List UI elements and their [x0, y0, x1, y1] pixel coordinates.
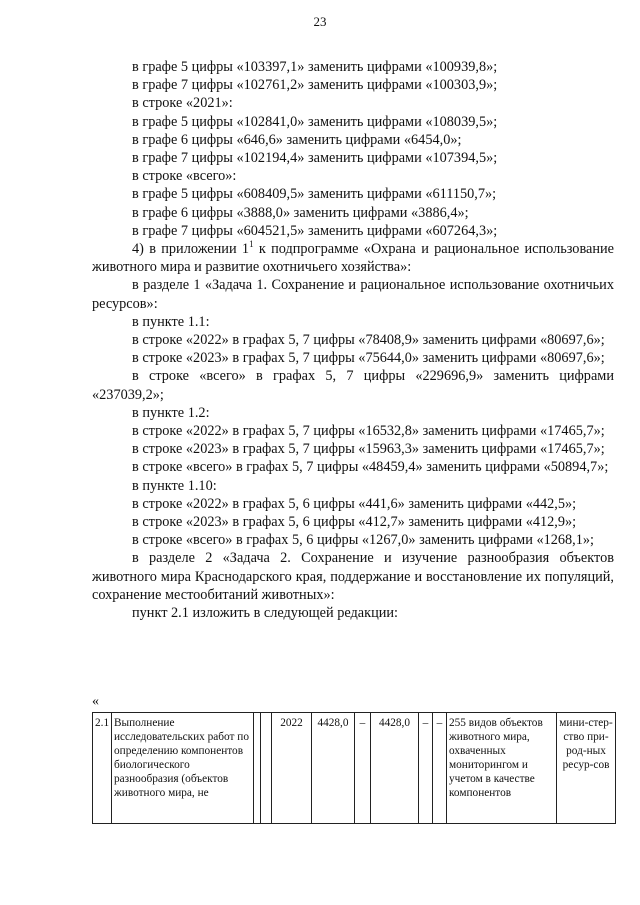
amendment-line: в графе 7 цифры «604521,5» заменить цифрами «607264,3»;: [132, 222, 498, 239]
cell-local: –: [419, 713, 433, 824]
cell-total: 4428,0: [312, 713, 355, 824]
point-1-1-row-total: в строке «всего» в графах 5, 7 цифры «229696,9» заменить цифрами «237039,2»;: [92, 368, 614, 403]
amendment-line: в графе 6 цифры «3888,0» заменить цифрами «3886,4»;: [132, 204, 469, 221]
point-1-1-heading: в пункте 1.1:: [132, 313, 210, 330]
section-1-paragraph: в разделе 1 «Задача 1. Сохранение и рациональное использование охотничьих ресурсов»:: [92, 277, 614, 312]
cell-year: 2022: [272, 713, 312, 824]
cell-spacer: [254, 713, 261, 824]
point-1-2-heading: в пункте 1.2:: [132, 404, 210, 421]
point-1-2-row-total: в строке «всего» в графах 5, 7 цифры «48459,4» заменить цифрами «50894,7»;: [132, 459, 609, 476]
document-body: [92, 58, 614, 622]
cell-regional: 4428,0: [371, 713, 419, 824]
page-number: 23: [313, 14, 327, 29]
amendment-line: в графе 5 цифры «102841,0» заменить цифрами «108039,5»;: [132, 113, 498, 130]
point-1-2-row-2022: в строке «2022» в графах 5, 7 цифры «16532,8» заменить цифрами «17465,7»;: [132, 423, 605, 440]
point-1-10-row-total: в строке «всего» в графах 5, 6 цифры «1267,0» заменить цифрами «1268,1»;: [132, 532, 595, 549]
cell-number: 2.1: [93, 713, 112, 824]
section-2-paragraph: в разделе 2 «Задача 2. Сохранение и изучение разнообразия объектов животного мира Краснодарского края, поддержание и восстановление их популяций, сохранение местообитаний животных»:: [92, 550, 614, 603]
point-1-10-row-2023: в строке «2023» в графах 5, 6 цифры «412,7» заменить цифрами «412,9»;: [132, 514, 577, 531]
point-1-1-row-2023: в строке «2023» в графах 5, 7 цифры «75644,0» заменить цифрами «80697,6»;: [132, 350, 605, 367]
amendment-line: в графе 7 цифры «102761,2» заменить цифрами «100303,9»;: [132, 77, 498, 94]
measures-table: [92, 712, 616, 824]
cell-source: [261, 713, 272, 824]
amendment-line: в графе 6 цифры «646,6» заменить цифрами «6454,0»;: [132, 131, 462, 148]
item-4-start: 4) в приложении 1: [132, 241, 250, 258]
amendment-line: в строке «2021»:: [132, 95, 233, 112]
opening-quote: «: [92, 694, 99, 709]
point-2-1-intro: пункт 2.1 изложить в следующей редакции:: [132, 605, 399, 622]
cell-executor: мини-стер-ство при-род-ных ресур-сов: [557, 713, 616, 824]
amendment-line: в графе 5 цифры «103397,1» заменить цифрами «100939,8»;: [132, 59, 498, 75]
amendment-line: в графе 7 цифры «102194,4» заменить цифрами «107394,5»;: [132, 150, 498, 167]
table-row: [93, 713, 616, 824]
amendment-line: в графе 5 цифры «608409,5» заменить цифрами «611150,7»;: [132, 186, 497, 203]
cell-federal: –: [355, 713, 371, 824]
item-4-superscript: 1: [249, 239, 254, 250]
amendment-line: в строке «всего»:: [132, 168, 237, 185]
point-1-2-row-2023: в строке «2023» в графах 5, 7 цифры «15963,3» заменить цифрами «17465,7»;: [132, 441, 605, 458]
cell-result: 255 видов объектов животного мира, охваченных мониторингом и учетом в качестве компонентов: [447, 713, 557, 824]
cell-description: Выполнение исследовательских работ по определению компонентов биологического разнообразия (объектов животного мира, не: [112, 713, 254, 824]
cell-other: –: [433, 713, 447, 824]
point-1-10-heading: в пункте 1.10:: [132, 477, 217, 494]
item-4-paragraph: [92, 240, 614, 276]
point-1-1-row-2022: в строке «2022» в графах 5, 7 цифры «78408,9» заменить цифрами «80697,6»;: [132, 332, 605, 349]
point-1-10-row-2022: в строке «2022» в графах 5, 6 цифры «441,6» заменить цифрами «442,5»;: [132, 495, 577, 512]
item-4-end: к подпрограмме «Охрана и рациональное использование животного мира и развитие охотничьего хозяйства»:: [92, 241, 614, 276]
